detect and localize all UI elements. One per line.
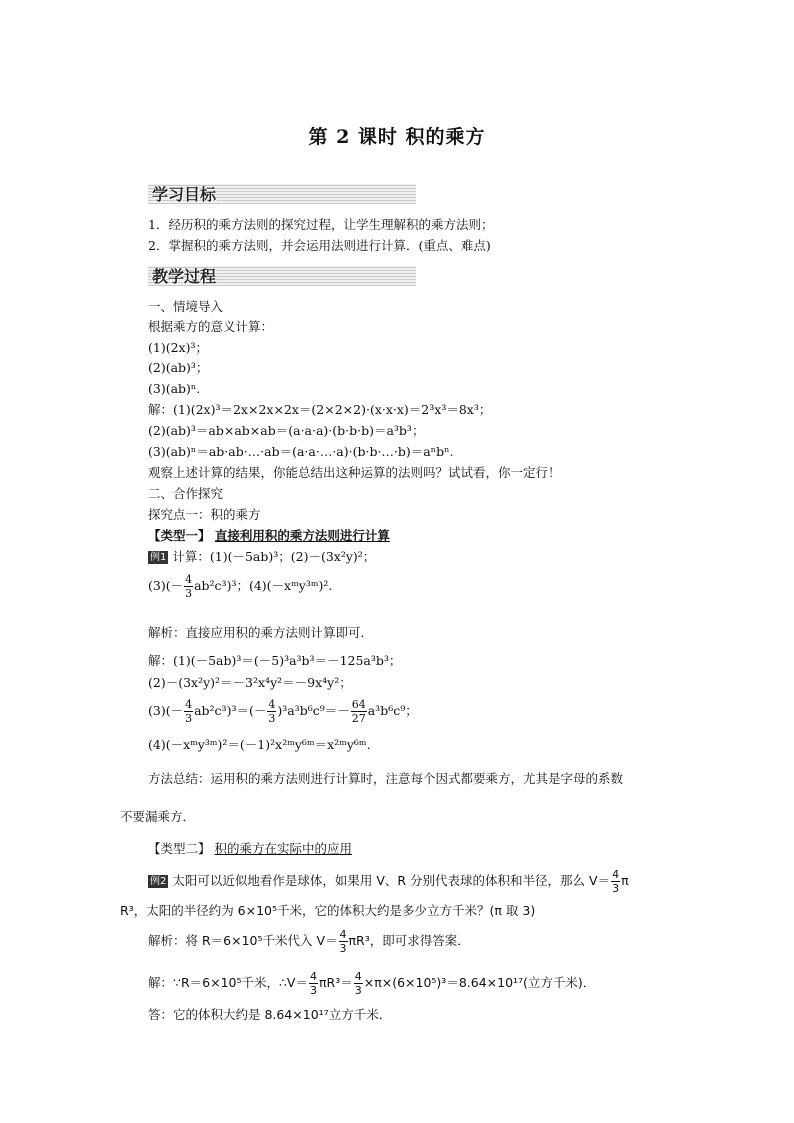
fraction-denominator: 3	[339, 942, 347, 955]
example1-q2-post: ab²c³)³；(4)(－xᵐy³ᵐ)².	[194, 578, 333, 593]
fraction-denominator: 3	[310, 984, 317, 997]
s3-part-c: )³a³b⁶c⁹＝－	[277, 703, 350, 718]
fraction	[354, 970, 363, 997]
fraction-numerator: 4	[310, 970, 317, 983]
example2-solution-a: 解：∵R＝6×10⁵千米，∴V＝	[148, 975, 308, 990]
example1-question-1: 计算：(1)(－5ab)³；(2)－(3x²y)²；	[172, 549, 376, 564]
goal-item-2: 2．掌握积的乘方法则，并会运用法则进行计算．(重点、难点)	[148, 238, 491, 253]
fraction-numerator: 4	[354, 970, 362, 983]
section-header-process: 教学过程	[152, 267, 217, 286]
type2-title: 积的乘方在实际中的应用	[214, 841, 353, 856]
example2-solution-b: πR³＝	[319, 975, 353, 990]
page-title: 第 2 课时 积的乘方	[308, 126, 486, 148]
example1-badge: 例1	[150, 552, 167, 563]
example2-answer: 答：它的体积大约是 8.64×10¹⁷立方千米．	[148, 1007, 392, 1022]
fraction-denominator: 3	[185, 712, 193, 725]
intro-observe: 观察上述计算的结果，你能总结出这种运算的法则吗？试试看，你一定行！	[148, 465, 561, 480]
explore-heading: 二、合作探究	[148, 486, 224, 501]
example2-question-line1	[148, 866, 629, 896]
fraction-denominator: 3	[354, 984, 362, 997]
example2-analysis	[148, 926, 470, 956]
fraction	[184, 573, 193, 600]
example2-badge: 例2	[150, 876, 167, 887]
example1-solution-3	[148, 696, 418, 726]
example2-question-line2: R³，太阳的半径约为 6×10⁵千米，它的体积大约是多少立方千米？(π 取 3)	[120, 903, 536, 918]
fraction-denominator: 3	[185, 587, 193, 600]
fraction-denominator: 27	[351, 712, 366, 725]
example2-solution-c: ×π×(6×10⁵)³＝8.64×10¹⁷(立方千米)．	[363, 975, 596, 990]
example2-question-pi: π	[621, 873, 629, 888]
type2-tag: 【类型二】	[148, 841, 211, 856]
example1-solution-2: (2)－(3x²y)²＝－3²x⁴y²＝－9x⁴y²；	[148, 675, 352, 690]
fraction-numerator: 4	[612, 868, 620, 881]
type1-tag: 【类型一】	[148, 528, 211, 543]
fraction-denominator: 3	[612, 882, 620, 895]
intro-heading: 一、情境导入	[148, 299, 224, 314]
fraction	[351, 698, 367, 725]
section-header-goals: 学习目标	[152, 185, 217, 204]
intro-question-3: (3)(ab)ⁿ.	[148, 381, 201, 396]
type1-title: 直接利用积的乘方法则进行计算	[214, 528, 390, 543]
s3-part-d: a³b⁶c⁹；	[367, 703, 418, 718]
fraction	[267, 698, 276, 725]
method-summary-1: 方法总结：运用积的乘方法则进行计算时，注意每个因式都要乘方，尤其是字母的系数	[148, 771, 624, 786]
s3-part-a: (3)(－	[148, 703, 184, 718]
type2-header	[148, 840, 352, 858]
example2-question-1: 太阳可以近似地看作是球体，如果用 V、R 分别代表球的体积和半径，那么 V＝	[172, 873, 611, 888]
example1-question-line1	[148, 548, 375, 566]
fraction	[184, 698, 193, 725]
goal-item-1: 1．经历积的乘方法则的探究过程，让学生理解积的乘方法则；	[148, 217, 494, 232]
fraction-numerator: 64	[351, 698, 366, 711]
fraction-numerator: 4	[185, 573, 193, 586]
example2-analysis-b: πR³，即可求得答案．	[348, 933, 470, 948]
example2-solution	[148, 968, 595, 998]
explore-point: 探究点一：积的乘方	[148, 507, 261, 522]
fraction-numerator: 4	[185, 698, 193, 711]
intro-solution-2: (2)(ab)³＝ab×ab×ab＝(a·a·a)·(b·b·b)＝a³b³；	[148, 423, 425, 438]
section-banner-goals	[148, 184, 416, 204]
example1-solution-1: 解：(1)(－5ab)³＝(－5)³a³b³＝－125a³b³；	[148, 653, 402, 668]
example1-solution-4: (4)(－xᵐy³ᵐ)²＝(－1)²x²ᵐy⁶ᵐ＝x²ᵐy⁶ᵐ.	[148, 737, 371, 752]
method-summary-2: 不要漏乘方．	[120, 809, 196, 824]
example1-question-line2	[148, 572, 332, 600]
example2-analysis-a: 解析：将 R＝6×10⁵千米代入 V＝	[148, 933, 338, 948]
example1-q2-pre: (3)(－	[148, 578, 184, 593]
section-banner-process	[148, 266, 416, 286]
intro-solution-1: 解：(1)(2x)³＝2x×2x×2x＝(2×2×2)·(x·x·x)＝2³x³＝8x³；	[148, 402, 492, 417]
intro-question-1: (1)(2x)³；	[148, 340, 208, 355]
example1-analysis: 解析：直接应用积的乘方法则计算即可．	[148, 625, 374, 640]
s3-part-b: ab²c³)³＝(－	[194, 703, 267, 718]
fraction	[611, 868, 620, 895]
intro-prompt: 根据乘方的意义计算：	[148, 319, 274, 334]
fraction	[339, 928, 348, 955]
fraction	[309, 970, 318, 997]
intro-solution-3: (3)(ab)ⁿ＝ab·ab·…·ab＝(a·a·…·a)·(b·b·…·b)＝aⁿbⁿ.	[148, 444, 454, 459]
intro-question-2: (2)(ab)³；	[148, 360, 209, 375]
fraction-numerator: 4	[268, 698, 276, 711]
fraction-numerator: 4	[339, 928, 347, 941]
type1-header	[148, 527, 390, 545]
fraction-denominator: 3	[268, 712, 276, 725]
